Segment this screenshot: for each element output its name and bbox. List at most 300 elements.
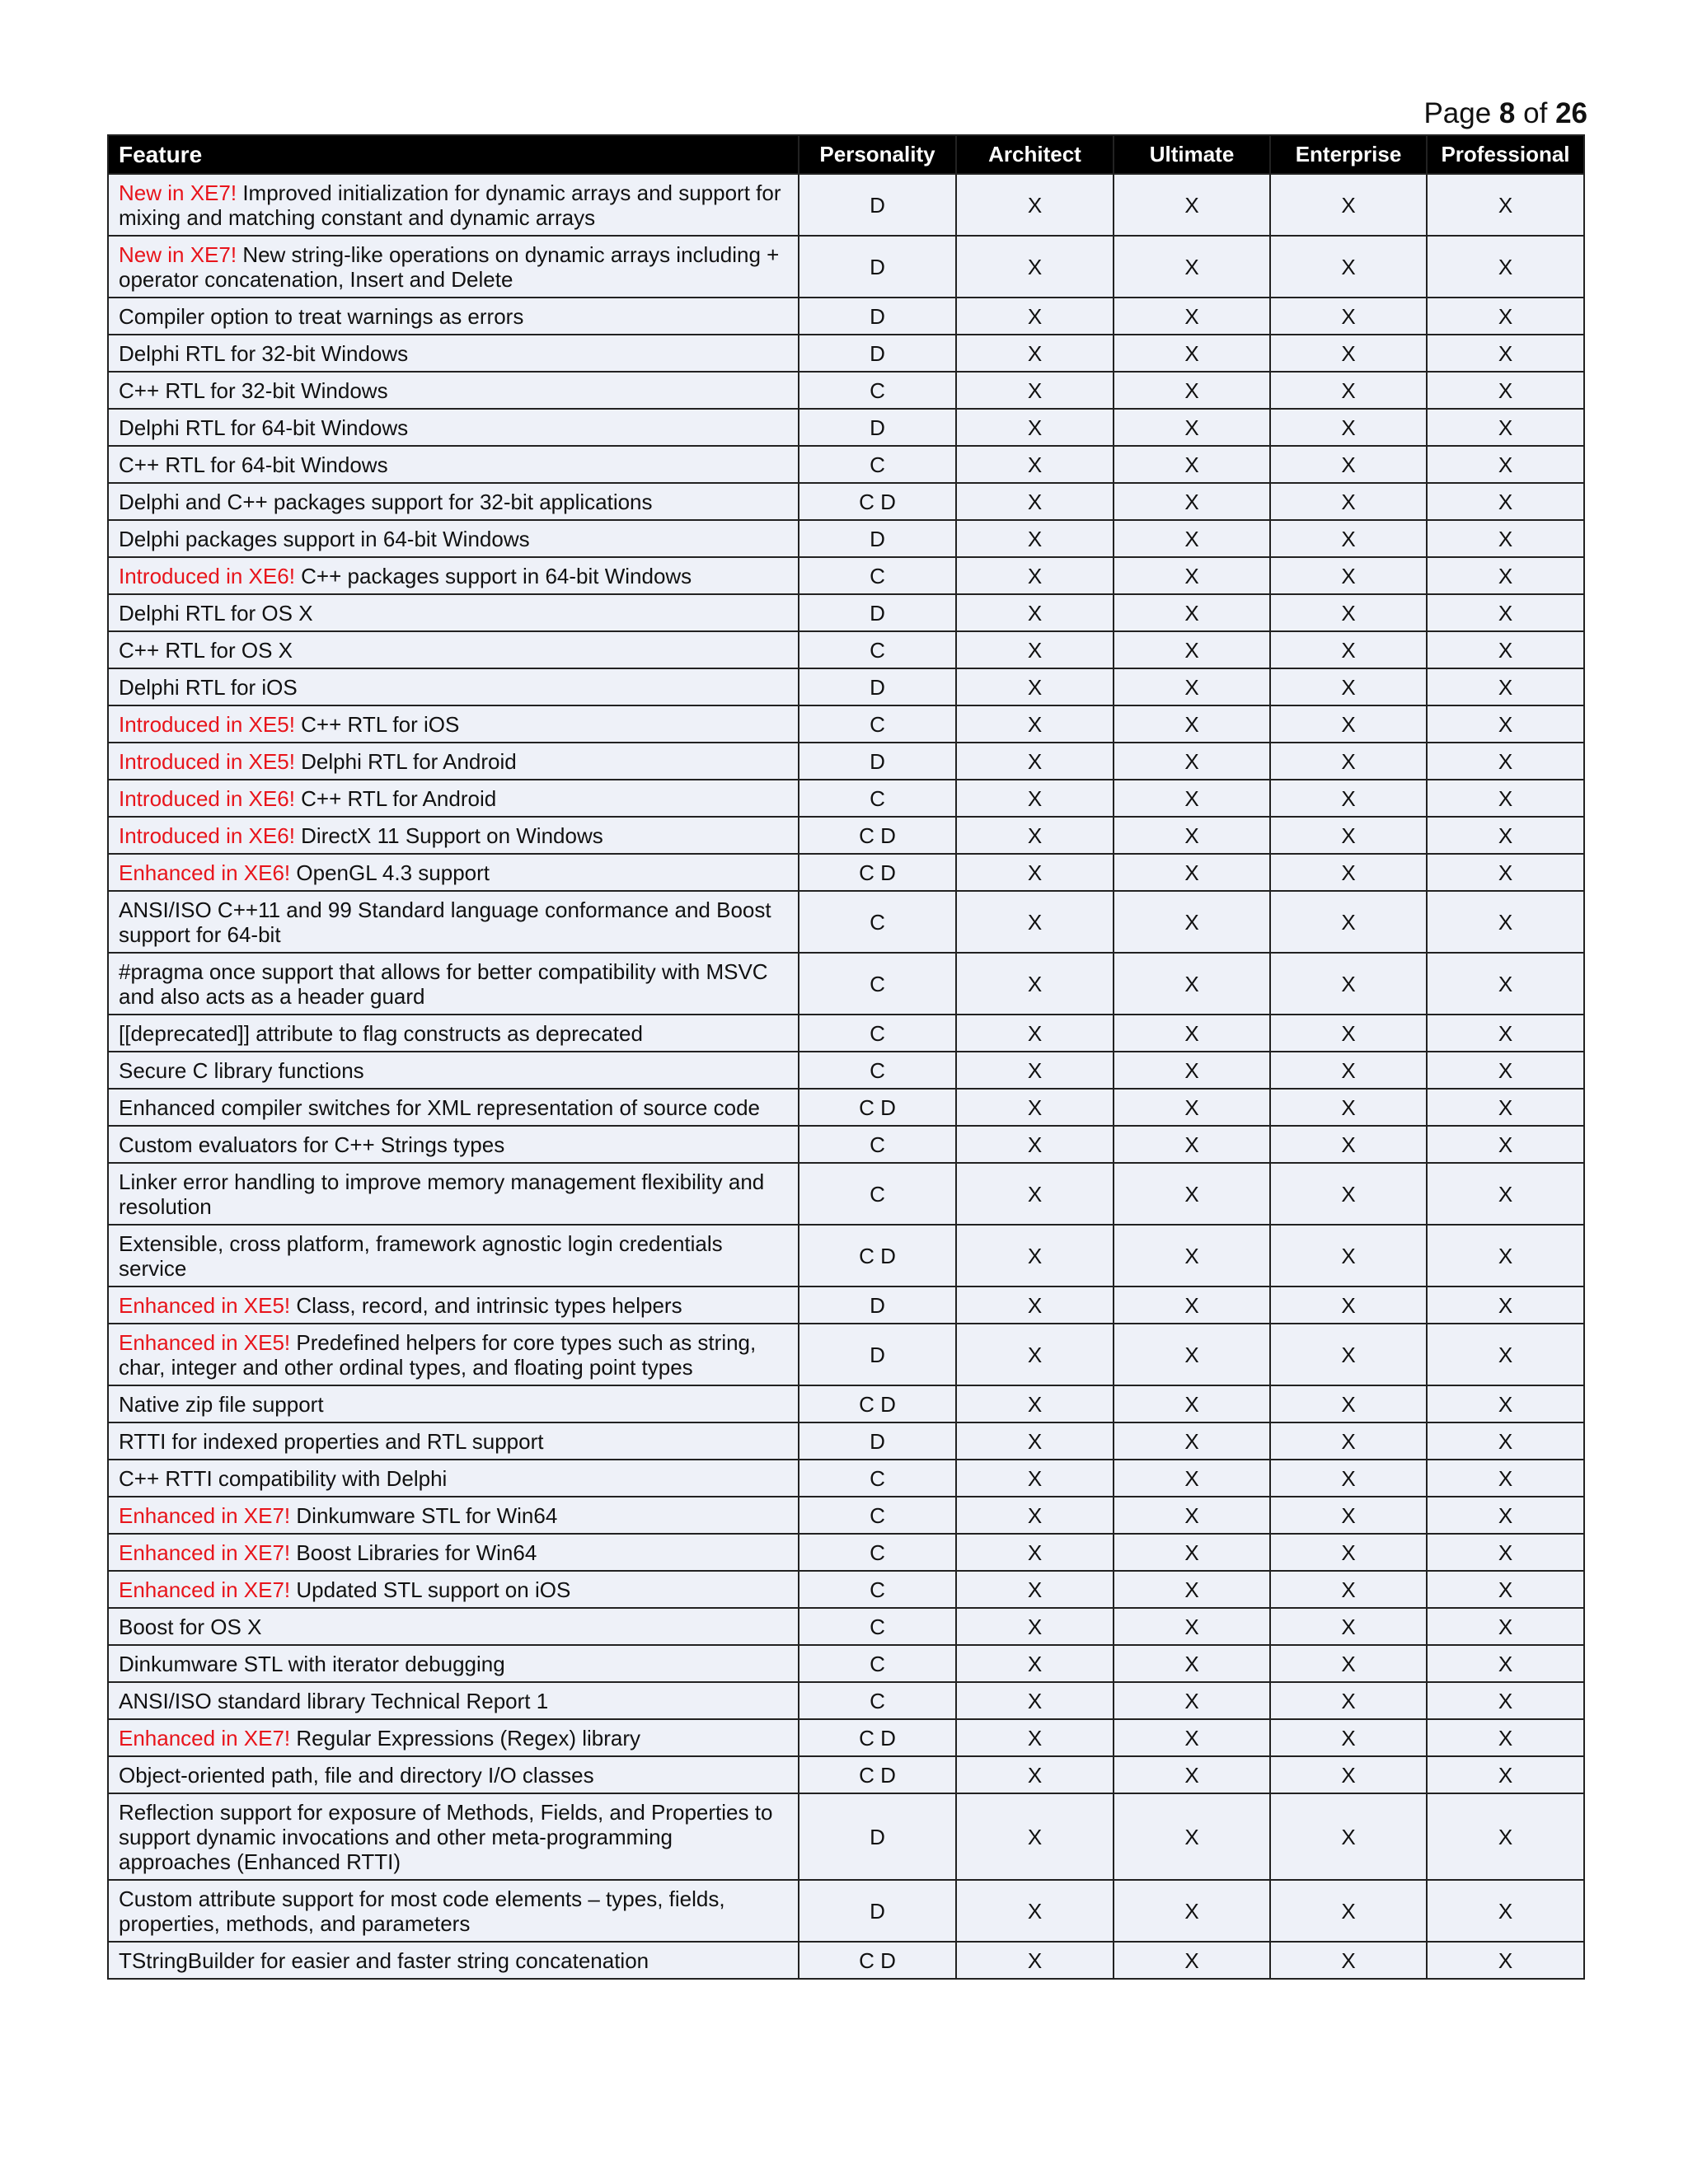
architect-cell: X <box>956 1793 1114 1880</box>
table-row <box>108 557 1584 594</box>
table-row <box>108 372 1584 409</box>
table-row <box>108 1880 1584 1942</box>
table-row <box>108 520 1584 557</box>
ultimate-cell: X <box>1114 743 1270 780</box>
feature-cell <box>108 743 799 780</box>
ultimate-cell: X <box>1114 631 1270 668</box>
ultimate-cell: X <box>1114 236 1270 298</box>
personality-cell: C D <box>799 817 956 854</box>
personality-cell: D <box>799 1880 956 1942</box>
personality-cell: D <box>799 409 956 446</box>
architect-cell: X <box>956 1225 1114 1286</box>
enterprise-cell: X <box>1270 1793 1427 1880</box>
personality-cell: C D <box>799 1942 956 1979</box>
page-current: 8 <box>1498 97 1516 129</box>
enterprise-cell: X <box>1270 668 1427 705</box>
feature-cell <box>108 1225 799 1286</box>
personality-cell: D <box>799 668 956 705</box>
ultimate-cell: X <box>1114 705 1270 743</box>
table-row <box>108 1324 1584 1385</box>
feature-text: Delphi RTL for OS X <box>119 600 313 626</box>
professional-cell: X <box>1427 1422 1584 1460</box>
table-row <box>108 1645 1584 1682</box>
feature-cell <box>108 1126 799 1163</box>
feature-cell <box>108 1534 799 1571</box>
release-tag: Introduced in XE5! <box>119 748 295 774</box>
professional-cell: X <box>1427 1534 1584 1571</box>
ultimate-cell: X <box>1114 1225 1270 1286</box>
feature-cell <box>108 1571 799 1608</box>
ultimate-cell: X <box>1114 1942 1270 1979</box>
ultimate-cell: X <box>1114 594 1270 631</box>
header-feature: Feature <box>108 135 799 174</box>
personality-cell: C <box>799 1052 956 1089</box>
professional-cell: X <box>1427 1719 1584 1756</box>
table-row <box>108 1126 1584 1163</box>
feature-cell <box>108 891 799 953</box>
personality-cell: C <box>799 1571 956 1608</box>
table-row <box>108 668 1584 705</box>
ultimate-cell: X <box>1114 1163 1270 1225</box>
personality-cell: C <box>799 1645 956 1682</box>
table-row <box>108 446 1584 483</box>
personality-cell: C D <box>799 1719 956 1756</box>
architect-cell: X <box>956 1422 1114 1460</box>
architect-cell: X <box>956 594 1114 631</box>
enterprise-cell: X <box>1270 891 1427 953</box>
professional-cell: X <box>1427 446 1584 483</box>
feature-text: Native zip file support <box>119 1391 324 1417</box>
feature-cell <box>108 1756 799 1793</box>
feature-text: Delphi RTL for Android <box>301 748 517 774</box>
architect-cell: X <box>956 631 1114 668</box>
table-body <box>108 174 1584 1979</box>
release-tag: Enhanced in XE7! <box>119 1540 291 1565</box>
professional-cell: X <box>1427 1571 1584 1608</box>
professional-cell: X <box>1427 1460 1584 1497</box>
header-ultimate: Ultimate <box>1114 135 1270 174</box>
personality-cell: C <box>799 705 956 743</box>
feature-cell <box>108 520 799 557</box>
architect-cell: X <box>956 1880 1114 1942</box>
enterprise-cell: X <box>1270 1286 1427 1324</box>
enterprise-cell: X <box>1270 446 1427 483</box>
ultimate-cell: X <box>1114 1534 1270 1571</box>
enterprise-cell: X <box>1270 1719 1427 1756</box>
professional-cell: X <box>1427 520 1584 557</box>
table-row <box>108 891 1584 953</box>
table-row <box>108 1793 1584 1880</box>
personality-cell: C <box>799 891 956 953</box>
release-tag: New in XE7! <box>119 241 237 267</box>
feature-cell <box>108 1422 799 1460</box>
ultimate-cell: X <box>1114 1422 1270 1460</box>
header-row <box>108 135 1584 174</box>
architect-cell: X <box>956 1756 1114 1793</box>
personality-cell: D <box>799 743 956 780</box>
architect-cell: X <box>956 1015 1114 1052</box>
table-row <box>108 1052 1584 1089</box>
feature-cell <box>108 1163 799 1225</box>
table-row <box>108 1571 1584 1608</box>
architect-cell: X <box>956 1608 1114 1645</box>
feature-text: C++ RTL for Android <box>301 785 497 811</box>
feature-text: Object-oriented path, file and directory I/O classes <box>119 1762 594 1788</box>
table-row <box>108 1534 1584 1571</box>
enterprise-cell: X <box>1270 953 1427 1015</box>
personality-cell: C <box>799 1015 956 1052</box>
feature-text: Secure C library functions <box>119 1057 364 1083</box>
ultimate-cell: X <box>1114 1286 1270 1324</box>
ultimate-cell: X <box>1114 1497 1270 1534</box>
enterprise-cell: X <box>1270 1571 1427 1608</box>
table-row <box>108 1286 1584 1324</box>
professional-cell: X <box>1427 743 1584 780</box>
architect-cell: X <box>956 1719 1114 1756</box>
feature-text: C++ packages support in 64-bit Windows <box>301 563 692 588</box>
ultimate-cell: X <box>1114 817 1270 854</box>
ultimate-cell: X <box>1114 372 1270 409</box>
ultimate-cell: X <box>1114 1385 1270 1422</box>
professional-cell: X <box>1427 335 1584 372</box>
professional-cell: X <box>1427 1497 1584 1534</box>
table-row <box>108 743 1584 780</box>
feature-cell <box>108 953 799 1015</box>
feature-text: [[deprecated]] attribute to flag constructs as deprecated <box>119 1020 643 1046</box>
personality-cell: C D <box>799 1089 956 1126</box>
ultimate-cell: X <box>1114 1571 1270 1608</box>
table-row <box>108 1163 1584 1225</box>
table-row <box>108 705 1584 743</box>
feature-cell <box>108 483 799 520</box>
architect-cell: X <box>956 1534 1114 1571</box>
architect-cell: X <box>956 953 1114 1015</box>
architect-cell: X <box>956 372 1114 409</box>
professional-cell: X <box>1427 1756 1584 1793</box>
feature-text: Custom evaluators for C++ Strings types <box>119 1132 505 1157</box>
feature-text: C++ RTTI compatibility with Delphi <box>119 1465 448 1491</box>
page-number <box>1423 97 1587 130</box>
feature-cell <box>108 1942 799 1979</box>
feature-text: OpenGL 4.3 support <box>296 860 490 885</box>
enterprise-cell: X <box>1270 1422 1427 1460</box>
professional-cell: X <box>1427 668 1584 705</box>
feature-cell <box>108 594 799 631</box>
ultimate-cell: X <box>1114 854 1270 891</box>
table-row <box>108 483 1584 520</box>
header-personality: Personality <box>799 135 956 174</box>
feature-cell <box>108 446 799 483</box>
feature-cell <box>108 1089 799 1126</box>
professional-cell: X <box>1427 1324 1584 1385</box>
enterprise-cell: X <box>1270 1089 1427 1126</box>
ultimate-cell: X <box>1114 1324 1270 1385</box>
feature-text: C++ RTL for OS X <box>119 637 293 663</box>
architect-cell: X <box>956 743 1114 780</box>
enterprise-cell: X <box>1270 1497 1427 1534</box>
ultimate-cell: X <box>1114 668 1270 705</box>
enterprise-cell: X <box>1270 1385 1427 1422</box>
professional-cell: X <box>1427 1089 1584 1126</box>
feature-cell <box>108 1682 799 1719</box>
feature-text: Boost Libraries for Win64 <box>296 1540 537 1565</box>
feature-text: C++ RTL for 32-bit Windows <box>119 377 388 403</box>
table-row <box>108 1089 1584 1126</box>
page-total: 26 <box>1555 97 1587 129</box>
professional-cell: X <box>1427 891 1584 953</box>
table-row <box>108 953 1584 1015</box>
personality-cell: D <box>799 298 956 335</box>
personality-cell: D <box>799 1286 956 1324</box>
professional-cell: X <box>1427 372 1584 409</box>
professional-cell: X <box>1427 1163 1584 1225</box>
feature-text: Delphi RTL for 64-bit Windows <box>119 415 409 440</box>
professional-cell: X <box>1427 298 1584 335</box>
feature-text: Predefined helpers for core types such as string, char, integer and other ordinal types, and floating point types <box>119 1329 757 1380</box>
personality-cell: C <box>799 1534 956 1571</box>
professional-cell: X <box>1427 1385 1584 1422</box>
feature-cell <box>108 335 799 372</box>
enterprise-cell: X <box>1270 174 1427 236</box>
ultimate-cell: X <box>1114 335 1270 372</box>
personality-cell: C D <box>799 1756 956 1793</box>
ultimate-cell: X <box>1114 1645 1270 1682</box>
ultimate-cell: X <box>1114 557 1270 594</box>
release-tag: New in XE7! <box>119 180 237 205</box>
feature-cell <box>108 1880 799 1942</box>
table-row <box>108 780 1584 817</box>
architect-cell: X <box>956 1571 1114 1608</box>
table-row <box>108 631 1584 668</box>
ultimate-cell: X <box>1114 1682 1270 1719</box>
personality-cell: C <box>799 1126 956 1163</box>
feature-text: Delphi RTL for 32-bit Windows <box>119 340 409 366</box>
personality-cell: C <box>799 1460 956 1497</box>
feature-text: ANSI/ISO C++11 and 99 Standard language conformance and Boost support for 64-bit <box>119 897 771 947</box>
release-tag: Introduced in XE6! <box>119 785 295 811</box>
release-tag: Enhanced in XE6! <box>119 860 291 885</box>
architect-cell: X <box>956 1324 1114 1385</box>
architect-cell: X <box>956 1385 1114 1422</box>
feature-cell <box>108 668 799 705</box>
table-row <box>108 1608 1584 1645</box>
enterprise-cell: X <box>1270 594 1427 631</box>
table-row <box>108 1460 1584 1497</box>
architect-cell: X <box>956 298 1114 335</box>
table-row <box>108 1756 1584 1793</box>
table-row <box>108 335 1584 372</box>
feature-cell <box>108 854 799 891</box>
feature-cell <box>108 1645 799 1682</box>
personality-cell: C <box>799 1163 956 1225</box>
enterprise-cell: X <box>1270 1645 1427 1682</box>
feature-text: Improved initialization for dynamic arrays and support for mixing and matching constant and dynamic arrays <box>119 180 781 230</box>
personality-cell: C <box>799 1682 956 1719</box>
personality-cell: D <box>799 1793 956 1880</box>
page-of: of <box>1523 97 1548 129</box>
feature-text: ANSI/ISO standard library Technical Report 1 <box>119 1688 549 1713</box>
feature-text: #pragma once support that allows for better compatibility with MSVC and also acts as a header guard <box>119 958 768 1009</box>
professional-cell: X <box>1427 953 1584 1015</box>
enterprise-cell: X <box>1270 631 1427 668</box>
release-tag: Introduced in XE6! <box>119 823 295 848</box>
professional-cell: X <box>1427 236 1584 298</box>
ultimate-cell: X <box>1114 1880 1270 1942</box>
architect-cell: X <box>956 483 1114 520</box>
professional-cell: X <box>1427 1286 1584 1324</box>
feature-text: Enhanced compiler switches for XML representation of source code <box>119 1094 760 1120</box>
personality-cell: D <box>799 594 956 631</box>
enterprise-cell: X <box>1270 483 1427 520</box>
architect-cell: X <box>956 557 1114 594</box>
enterprise-cell: X <box>1270 520 1427 557</box>
professional-cell: X <box>1427 1793 1584 1880</box>
feature-cell <box>108 1460 799 1497</box>
architect-cell: X <box>956 1942 1114 1979</box>
personality-cell: C <box>799 780 956 817</box>
feature-cell <box>108 1608 799 1645</box>
feature-cell <box>108 1324 799 1385</box>
feature-text: Extensible, cross platform, framework agnostic login credentials service <box>119 1230 723 1281</box>
professional-cell: X <box>1427 631 1584 668</box>
enterprise-cell: X <box>1270 1756 1427 1793</box>
table-row <box>108 854 1584 891</box>
feature-text: TStringBuilder for easier and faster string concatenation <box>119 1947 649 1973</box>
architect-cell: X <box>956 1052 1114 1089</box>
feature-text: Dinkumware STL with iterator debugging <box>119 1651 505 1676</box>
ultimate-cell: X <box>1114 520 1270 557</box>
enterprise-cell: X <box>1270 409 1427 446</box>
professional-cell: X <box>1427 1225 1584 1286</box>
architect-cell: X <box>956 174 1114 236</box>
ultimate-cell: X <box>1114 483 1270 520</box>
feature-text: Regular Expressions (Regex) library <box>296 1725 640 1750</box>
feature-cell <box>108 1497 799 1534</box>
table-row <box>108 594 1584 631</box>
personality-cell: D <box>799 174 956 236</box>
table-row <box>108 298 1584 335</box>
professional-cell: X <box>1427 1126 1584 1163</box>
feature-cell <box>108 1385 799 1422</box>
personality-cell: D <box>799 236 956 298</box>
personality-cell: C <box>799 446 956 483</box>
architect-cell: X <box>956 1682 1114 1719</box>
enterprise-cell: X <box>1270 1126 1427 1163</box>
professional-cell: X <box>1427 557 1584 594</box>
feature-cell <box>108 409 799 446</box>
table-row <box>108 817 1584 854</box>
release-tag: Enhanced in XE7! <box>119 1725 291 1750</box>
architect-cell: X <box>956 409 1114 446</box>
architect-cell: X <box>956 1497 1114 1534</box>
architect-cell: X <box>956 891 1114 953</box>
architect-cell: X <box>956 446 1114 483</box>
table-row <box>108 174 1584 236</box>
personality-cell: D <box>799 1324 956 1385</box>
professional-cell: X <box>1427 409 1584 446</box>
feature-text: Custom attribute support for most code elements – types, fields, properties, methods, and parameters <box>119 1886 725 1936</box>
enterprise-cell: X <box>1270 743 1427 780</box>
enterprise-cell: X <box>1270 1460 1427 1497</box>
header-professional: Professional <box>1427 135 1584 174</box>
feature-text: New string-like operations on dynamic arrays including + operator concatenation, Insert and Delete <box>119 241 780 292</box>
personality-cell: C <box>799 1497 956 1534</box>
release-tag: Introduced in XE6! <box>119 563 295 588</box>
personality-cell: C D <box>799 1225 956 1286</box>
enterprise-cell: X <box>1270 780 1427 817</box>
feature-text: Reflection support for exposure of Methods, Fields, and Properties to support dynamic invocations and other meta-programming approaches (Enhanced RTTI) <box>119 1799 773 1874</box>
header-enterprise: Enterprise <box>1270 135 1427 174</box>
professional-cell: X <box>1427 1942 1584 1979</box>
feature-text: Delphi and C++ packages support for 32-bit applications <box>119 489 653 514</box>
ultimate-cell: X <box>1114 1793 1270 1880</box>
ultimate-cell: X <box>1114 1719 1270 1756</box>
ultimate-cell: X <box>1114 1052 1270 1089</box>
feature-cell <box>108 1719 799 1756</box>
architect-cell: X <box>956 520 1114 557</box>
professional-cell: X <box>1427 1015 1584 1052</box>
feature-cell <box>108 372 799 409</box>
enterprise-cell: X <box>1270 1608 1427 1645</box>
feature-cell <box>108 631 799 668</box>
enterprise-cell: X <box>1270 557 1427 594</box>
ultimate-cell: X <box>1114 1089 1270 1126</box>
professional-cell: X <box>1427 854 1584 891</box>
enterprise-cell: X <box>1270 1052 1427 1089</box>
ultimate-cell: X <box>1114 1460 1270 1497</box>
personality-cell: C <box>799 372 956 409</box>
architect-cell: X <box>956 1163 1114 1225</box>
architect-cell: X <box>956 236 1114 298</box>
professional-cell: X <box>1427 817 1584 854</box>
personality-cell: C <box>799 1608 956 1645</box>
feature-text: Class, record, and intrinsic types helpers <box>296 1292 682 1318</box>
table-row <box>108 1682 1584 1719</box>
enterprise-cell: X <box>1270 1015 1427 1052</box>
personality-cell: C <box>799 557 956 594</box>
enterprise-cell: X <box>1270 1163 1427 1225</box>
enterprise-cell: X <box>1270 1942 1427 1979</box>
enterprise-cell: X <box>1270 236 1427 298</box>
feature-text: Linker error handling to improve memory management flexibility and resolution <box>119 1169 765 1219</box>
feature-cell <box>108 705 799 743</box>
page-label: Page <box>1423 97 1492 129</box>
table-row <box>108 1719 1584 1756</box>
enterprise-cell: X <box>1270 854 1427 891</box>
table-row <box>108 1015 1584 1052</box>
architect-cell: X <box>956 1460 1114 1497</box>
personality-cell: D <box>799 520 956 557</box>
feature-cell <box>108 1793 799 1880</box>
enterprise-cell: X <box>1270 705 1427 743</box>
enterprise-cell: X <box>1270 817 1427 854</box>
table-row <box>108 1385 1584 1422</box>
professional-cell: X <box>1427 1880 1584 1942</box>
feature-cell <box>108 557 799 594</box>
professional-cell: X <box>1427 1645 1584 1682</box>
enterprise-cell: X <box>1270 1324 1427 1385</box>
table-row <box>108 409 1584 446</box>
professional-cell: X <box>1427 780 1584 817</box>
architect-cell: X <box>956 1126 1114 1163</box>
feature-text: Compiler option to treat warnings as errors <box>119 303 524 329</box>
release-tag: Enhanced in XE5! <box>119 1329 291 1355</box>
release-tag: Enhanced in XE5! <box>119 1292 291 1318</box>
release-tag: Introduced in XE5! <box>119 711 295 737</box>
enterprise-cell: X <box>1270 372 1427 409</box>
enterprise-cell: X <box>1270 298 1427 335</box>
feature-cell <box>108 174 799 236</box>
